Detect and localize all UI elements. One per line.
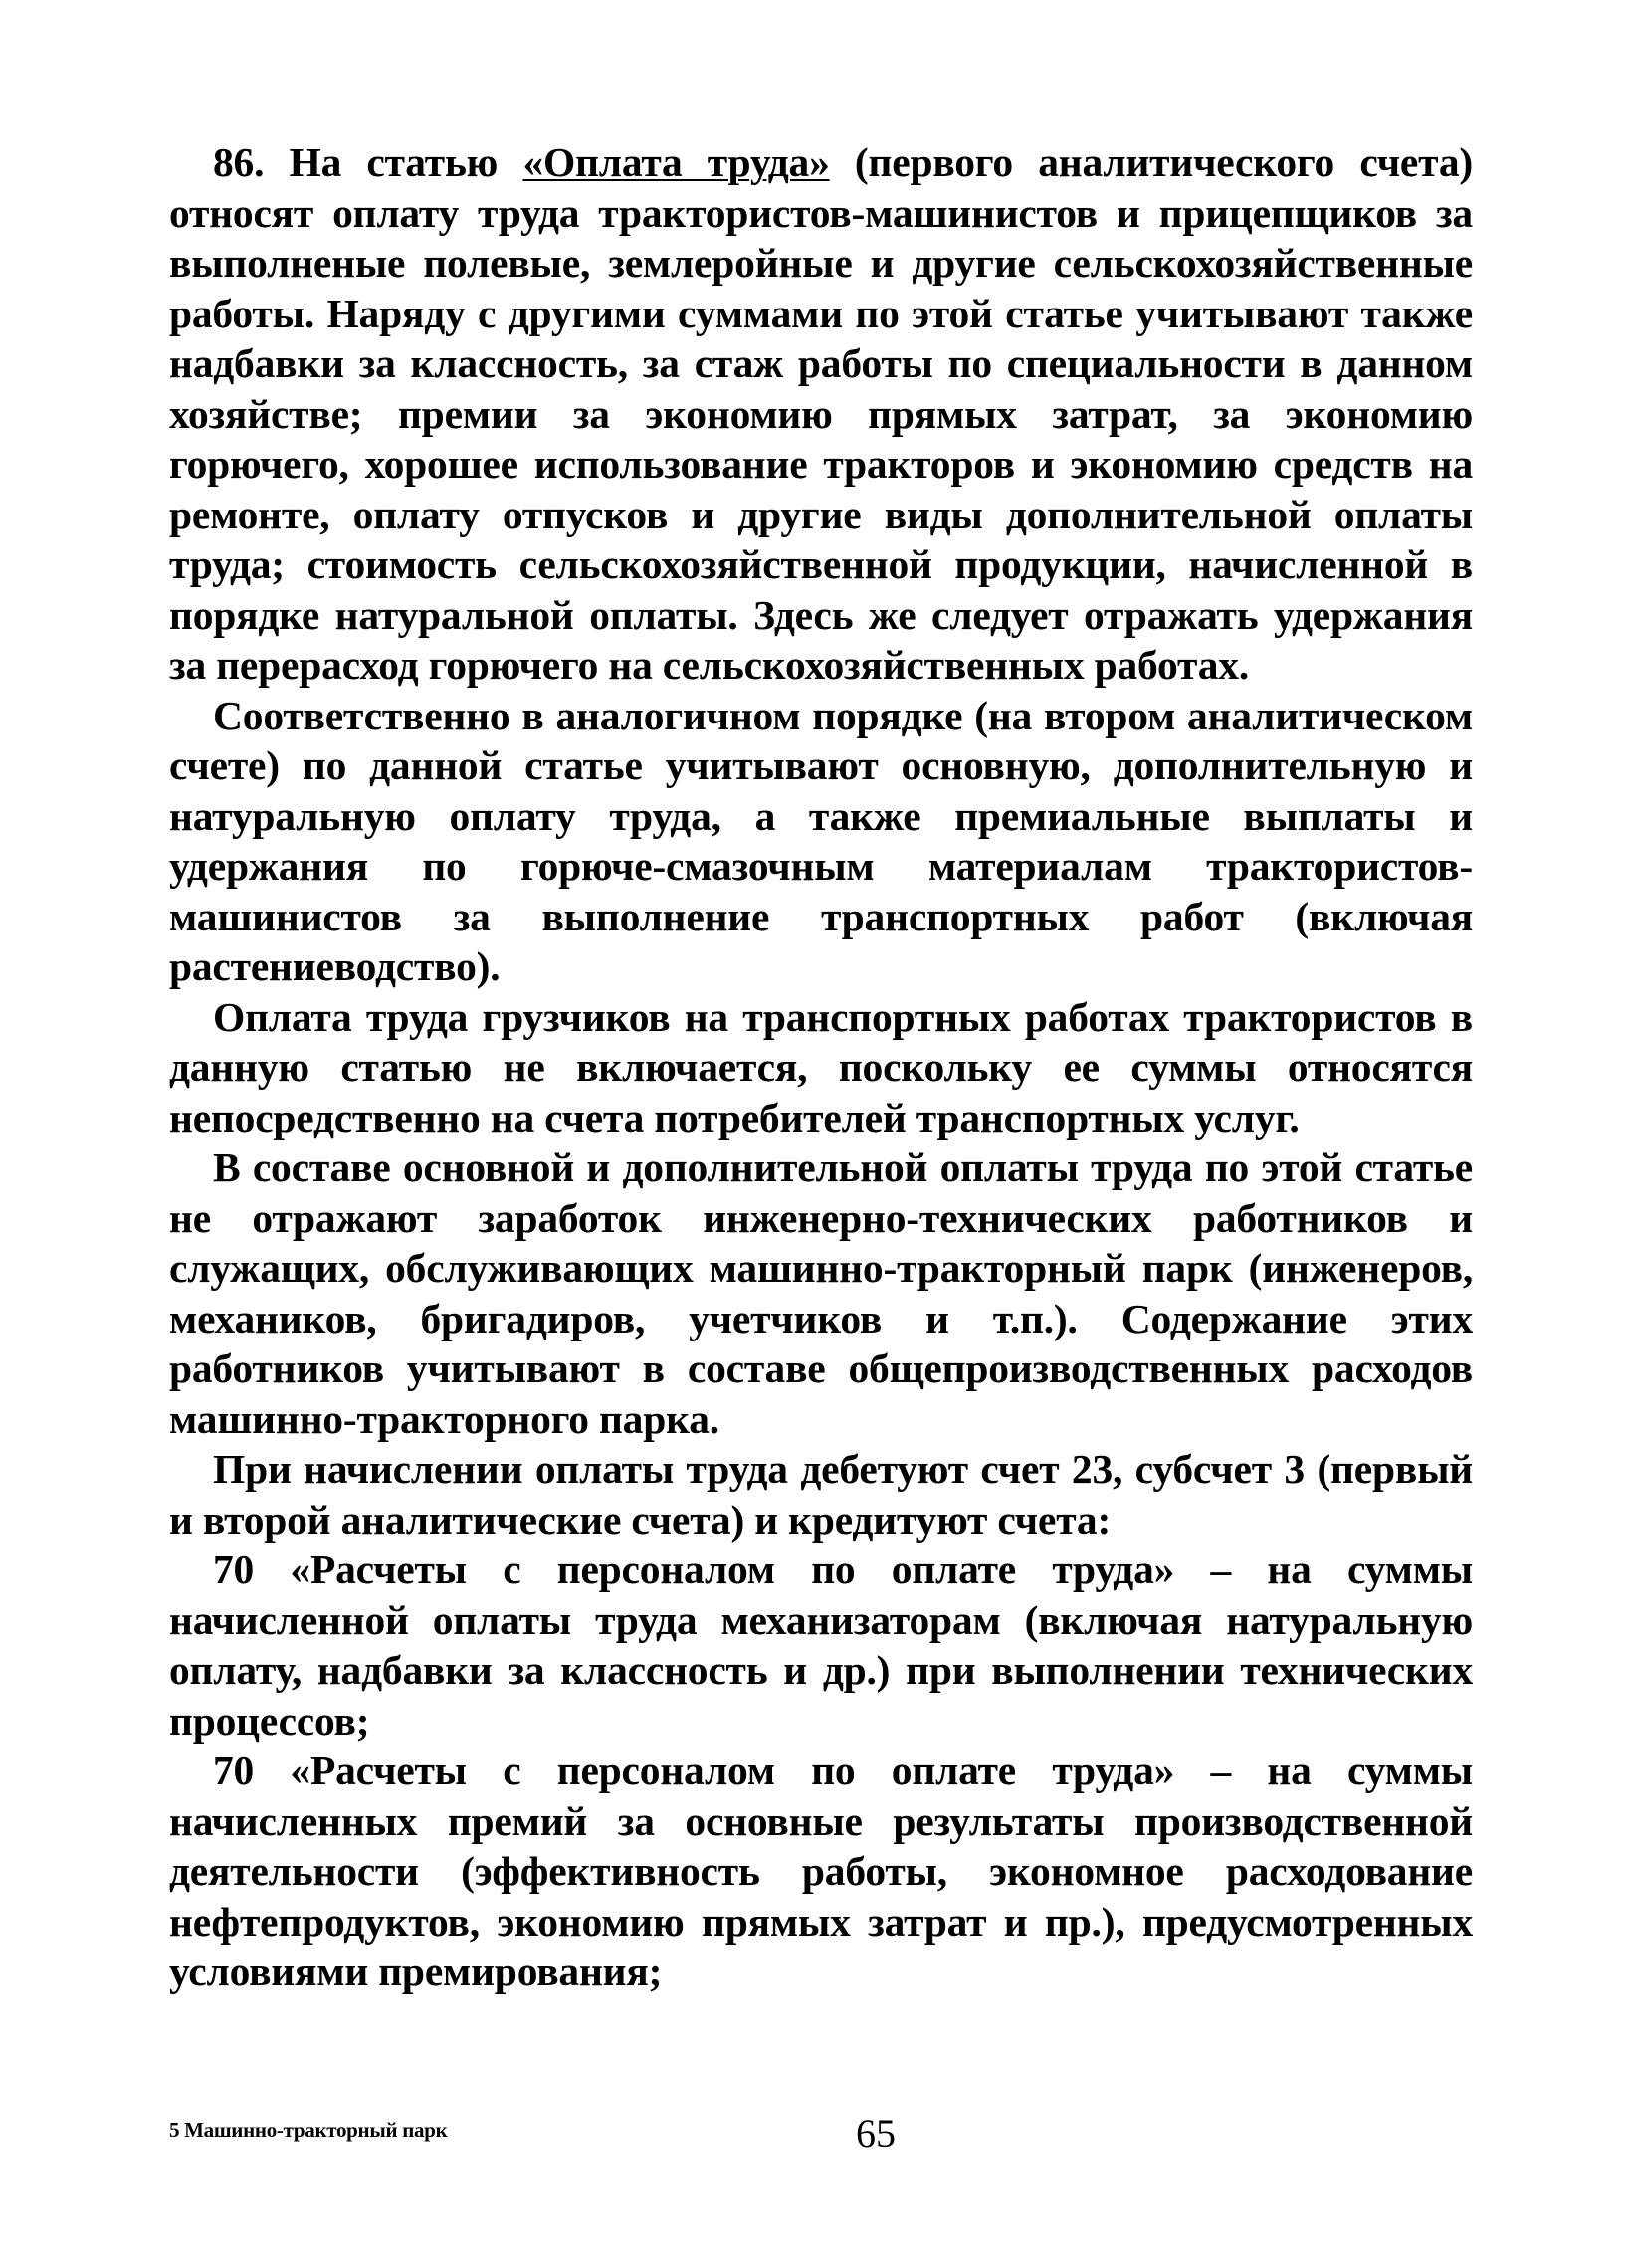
paragraph-account-70-bonuses: 70 «Расчеты с персоналом по оплате труда» – на суммы начисленных премий за основные результаты производственной деятельности (эффективность работы, экономное расходование нефтепродуктов, экономию прямых затрат и пр.), предусмотренных условиями премирования; <box>169 1748 1473 1994</box>
signature-mark: 5 Машинно-тракторный парк <box>169 2118 448 2142</box>
paragraph-86 <box>169 137 1473 691</box>
paragraph-account-70-wages: 70 «Расчеты с персоналом по оплате труда» – на суммы начисленной оплаты труда механизаторам (включая натуральную оплату, надбавки за классность и др.) при выполнении технических процессов; <box>169 1546 1473 1744</box>
paragraph-text-before: На статью <box>264 139 523 185</box>
page-number: 65 <box>856 2111 896 2156</box>
paragraph-number: 86. <box>213 139 265 185</box>
page-footer <box>169 2110 1473 2169</box>
page-body <box>169 137 1473 1997</box>
paragraph-loaders-pay: Оплата труда грузчиков на транспортных работах трактористов в данную статью не включается, поскольку ее суммы относятся непосредственно на счета потребителей транспортных услуг. <box>169 993 1473 1140</box>
paragraph-transport-work: Соответственно в аналогичном порядке (на втором аналитическом счете) по данной статье учитывают основную, дополнительную и натуральную оплату труда, а также премиальные выплаты и удержания по горюче-смазочным материалам трактористов-машинистов за выполнение транспортных работ (включая растениеводство). <box>169 692 1473 989</box>
paragraph-accrual-entries: При начислении оплаты труда дебетуют счет 23, субсчет 3 (первый и второй аналитические счета) и кредитуют счета: <box>169 1446 1473 1543</box>
article-title-underlined: «Оплата труда» <box>522 139 830 185</box>
paragraph-engineering-staff: В составе основной и дополнительной оплаты труда по этой статье не отражают заработок инженерно-технических работников и служащих, обслуживающих машинно-тракторный парк (инженеров, механиков, бригадиров, учетчиков и т.п.). Содержание этих работников учитывают в составе общепроизводственных расходов машинно-тракторного парка. <box>169 1144 1473 1442</box>
paragraph-text-after: (первого аналитического счета) относят оплату труда трактористов-машинистов и прицепщиков за выполненые полевые, землеройные и другие сельскохозяйственные работы. Наряду с другими суммами по этой статье учитывают также надбавки за классность, за стаж работы по специальности в данном хозяйстве; премии за экономию прямых затрат, за экономию горючего, хорошее использование тракторов и экономию средств на ремонте, оплату отпусков и другие виды дополнительной оплаты труда; стоимость сельскохозяйственной продукции, начисленной в порядке натуральной оплаты. Здесь же следует отражать удержания за перерасход горючего на сельскохозяйственных работах. <box>169 139 1473 688</box>
